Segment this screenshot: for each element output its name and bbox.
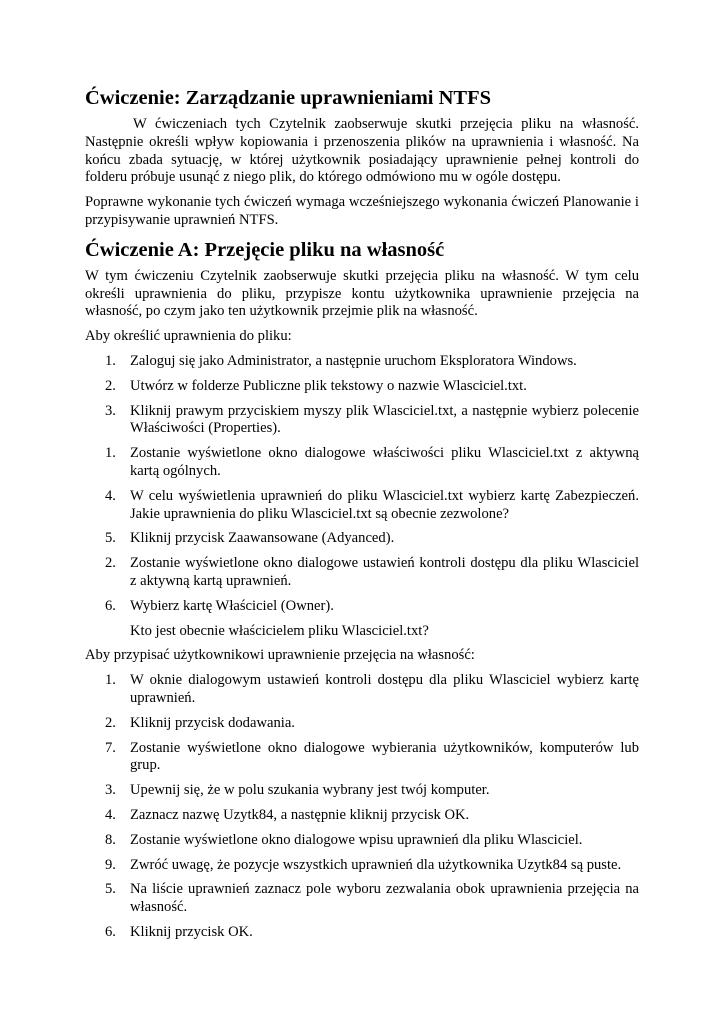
step-text: Kliknij prawym przyciskiem myszy plik Wlasciciel.txt, a następnie wybierz polecenie Właściwości (Properties). bbox=[130, 402, 639, 437]
prerequisite-paragraph: Poprawne wykonanie tych ćwiczeń wymaga wcześniejszego wykonania ćwiczeń Planowanie i przypisywanie uprawnień NTFS. bbox=[85, 194, 639, 228]
step-text: Utwórz w folderze Publiczne plik tekstowy o nazwie Wlasciciel.txt. bbox=[130, 377, 527, 394]
document-page bbox=[85, 86, 639, 949]
step-number: 6. bbox=[105, 597, 116, 614]
list-item bbox=[85, 598, 639, 616]
step-text: Kliknij przycisk OK. bbox=[130, 923, 253, 940]
step-number: 9. bbox=[105, 856, 116, 873]
step-text: Kliknij przycisk dodawania. bbox=[130, 714, 295, 731]
step-text: Zostanie wyświetlone okno dialogowe wybierania użytkowników, komputerów lub grup. bbox=[130, 739, 639, 774]
step-text: W celu wyświetlenia uprawnień do pliku Wlasciciel.txt wybierz kartę Zabezpieczeń. Jakie uprawnienia do pliku Wlasciciel.txt są obecnie zezwolone? bbox=[130, 487, 639, 522]
step-number: 1. bbox=[105, 352, 116, 369]
step-text: Upewnij się, że w polu szukania wybrany jest twój komputer. bbox=[130, 782, 490, 799]
step-number: 3. bbox=[105, 782, 116, 799]
list-item bbox=[85, 555, 639, 591]
heading-exercise: Ćwiczenie: Zarządzanie uprawnieniami NTFS bbox=[85, 87, 491, 109]
list-item bbox=[85, 832, 639, 850]
owner-question: Kto jest obecnie właścicielem pliku Wlasciciel.txt? bbox=[130, 622, 429, 639]
list-item bbox=[85, 378, 639, 396]
step-number: 6. bbox=[105, 923, 116, 940]
step-text: Zwróć uwagę, że pozycje wszystkich uprawnień dla użytkownika Uzytk84 są puste. bbox=[130, 856, 622, 873]
list-item bbox=[85, 857, 639, 875]
step-number: 1. bbox=[105, 672, 116, 689]
step-number: 4. bbox=[105, 487, 116, 504]
step-number: 5. bbox=[105, 530, 116, 547]
list-item bbox=[85, 445, 639, 481]
intro-paragraph: W ćwiczeniach tych Czytelnik zaobserwuje skutki przejęcia pliku na własność. Następnie określi wpływ kopiowania i przenoszenia plików na uprawnienia i własność. Na końcu zbada sytuację, w której użytkownik posiadający uprawnienie pełnej kontroli do folderu próbuje usunąć z niego plik, do którego odmówiono mu w ogóle dostępu. bbox=[85, 116, 639, 186]
lead-determine-permissions: Aby określić uprawnienia do pliku: bbox=[85, 328, 292, 345]
step-text: Zostanie wyświetlone okno dialogowe właściwości pliku Wlasciciel.txt z aktywną kartą ogólnych. bbox=[130, 445, 639, 479]
list-item bbox=[85, 715, 639, 733]
list-item bbox=[85, 488, 639, 524]
step-number: 2. bbox=[105, 555, 116, 572]
step-number: 7. bbox=[105, 739, 116, 756]
list-item bbox=[85, 740, 639, 776]
step-number: 5. bbox=[105, 881, 116, 898]
exercise-a-intro: W tym ćwiczeniu Czytelnik zaobserwuje skutki przejęcia pliku na własność. W tym celu określi uprawnienia do pliku, przypisze kontu użytkownika uprawnienie przejęcia na własność, po czym jako ten użytkownik przejmie plik na własność. bbox=[85, 267, 639, 320]
list-item bbox=[85, 530, 639, 548]
lead-assign-permission: Aby przypisać użytkownikowi uprawnienie przejęcia na własność: bbox=[85, 647, 475, 664]
list-item bbox=[85, 672, 639, 708]
step-number: 2. bbox=[105, 714, 116, 731]
step-text: Na liście uprawnień zaznacz pole wyboru zezwalania obok uprawnienia przejęcia na własność. bbox=[130, 881, 639, 916]
step-text: Zostanie wyświetlone okno dialogowe ustawień kontroli dostępu dla pliku Wlasciciel z aktywną kartą uprawnień. bbox=[130, 555, 639, 589]
step-text: Zaloguj się jako Administrator, a następnie uruchom Eksploratora Windows. bbox=[130, 352, 577, 369]
step-text: W oknie dialogowym ustawień kontroli dostępu dla pliku Wlasciciel wybierz kartę uprawnień. bbox=[130, 672, 639, 706]
step-text: Zaznacz nazwę Uzytk84, a następnie kliknij przycisk OK. bbox=[130, 806, 470, 823]
list-item bbox=[85, 353, 639, 371]
step-number: 3. bbox=[105, 402, 116, 419]
list-item bbox=[85, 924, 639, 942]
step-text: Zostanie wyświetlone okno dialogowe wpisu uprawnień dla pliku Wlasciciel. bbox=[130, 831, 583, 848]
list-item bbox=[85, 881, 639, 917]
step-number: 8. bbox=[105, 831, 116, 848]
steps-list-1 bbox=[85, 353, 639, 616]
heading-exercise-a: Ćwiczenie A: Przejęcie pliku na własność bbox=[85, 238, 445, 261]
list-item bbox=[85, 782, 639, 800]
list-item bbox=[85, 403, 639, 439]
step-text: Wybierz kartę Właściciel (Owner). bbox=[130, 597, 334, 614]
list-item bbox=[85, 807, 639, 825]
step-number: 4. bbox=[105, 806, 116, 823]
step-number: 2. bbox=[105, 377, 116, 394]
step-number: 1. bbox=[105, 445, 116, 462]
step-text: Kliknij przycisk Zaawansowane (Adyanced). bbox=[130, 530, 395, 547]
steps-list-2 bbox=[85, 672, 639, 942]
